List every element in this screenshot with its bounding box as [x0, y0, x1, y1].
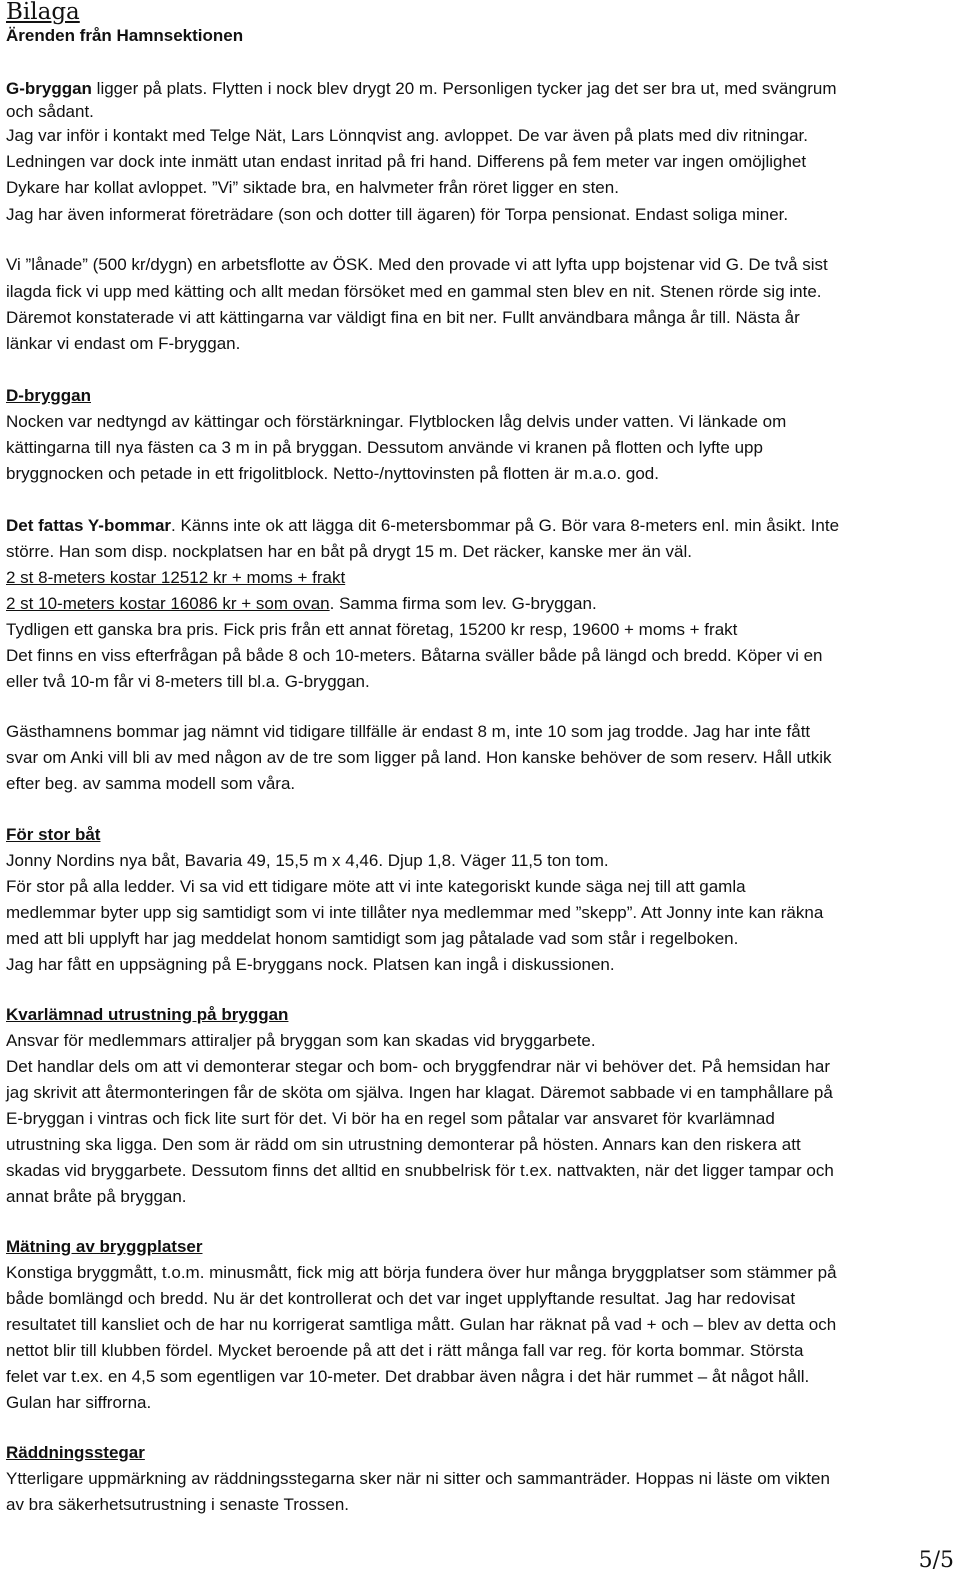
text-line	[6, 514, 839, 538]
text-segment: ilagda fick vi upp med kätting och allt medan försöket med en gammal sten blev en nit. Stenen rörde sig inte.	[6, 282, 822, 301]
text-segment: nettot blir till klubben fördel. Mycket beroende på att det i rätt många fall var reg. för korta bommar. Största	[6, 1341, 804, 1360]
text-segment: länkar vi endast om F-bryggan.	[6, 334, 241, 353]
text-line	[6, 100, 94, 124]
text-line	[6, 1029, 596, 1053]
text-line	[6, 901, 823, 925]
text-line	[6, 306, 800, 330]
text-line	[6, 875, 746, 899]
section-heading: För stor båt	[6, 825, 101, 844]
document-subtitle: Ärenden från Hamnsektionen	[6, 26, 244, 45]
text-line	[6, 1003, 288, 1027]
text-segment: För stor på alla ledder. Vi sa vid ett tidigare möte att vi inte kategoriskt kunde säga nej till att gamla	[6, 877, 746, 896]
text-segment: resultatet till kansliet och de har nu korrigerat samtliga mått. Gulan har räknat på vad + och – blev av detta och	[6, 1315, 837, 1334]
text-segment: E-bryggan i vintras och fick lite surt för det. Vi bör ha en regel som påtalar var ansvaret för kvarlämnad	[6, 1109, 775, 1128]
text-segment: Gästhamnens bommar jag nämnt vid tidigare tillfälle är endast 8 m, inte 10 som jag trodde. Jag har inte fått	[6, 722, 811, 741]
text-segment: kättingarna till nya fästen ca 3 m in på bryggan. Dessutom använde vi kranen på flotten och lyfte upp	[6, 438, 763, 457]
text-line	[6, 670, 370, 694]
text-line	[6, 1365, 809, 1389]
text-segment: Nocken var nedtyngd av kättingar och förstärkningar. Flytblocken låg delvis under vatten. Vi länkade om	[6, 412, 787, 431]
text-line	[6, 203, 788, 227]
text-segment: annat bråte på bryggan.	[6, 1187, 187, 1206]
text-line	[6, 540, 692, 564]
text-line	[6, 1493, 349, 1517]
text-line	[6, 618, 737, 642]
text-line	[6, 1261, 837, 1285]
page-number: 5/5	[918, 1548, 954, 1573]
section-heading: G-bryggan	[6, 79, 92, 98]
text-segment: Gulan har siffrorna.	[6, 1393, 152, 1412]
text-segment: ligger på plats. Flytten i nock blev drygt 20 m. Personligen tycker jag det ser bra ut, med svängrum	[91, 79, 837, 98]
text-line	[6, 746, 832, 770]
text-line	[6, 566, 345, 590]
text-segment: Ansvar för medlemmars attiraljer på bryggan som kan skadas vid bryggarbete.	[6, 1031, 596, 1050]
text-line	[6, 253, 828, 277]
text-segment: . Samma firma som lev. G-bryggan.	[329, 594, 597, 613]
text-segment: Konstiga bryggmått, t.o.m. minusmått, fick mig att börja fundera över hur många bryggplatser som stämmer på	[6, 1263, 837, 1282]
text-line	[6, 1441, 145, 1465]
text-line	[6, 644, 823, 668]
text-segment: bryggnocken och petade in ett frigolitblock. Netto-/nyttovinsten på flotten är m.a.o. god.	[6, 464, 659, 483]
text-line	[6, 772, 295, 796]
text-line	[6, 1467, 830, 1491]
text-segment: utrustning ska ligga. Den som är rädd om sin utrustning demonterar på hösten. Annars kan den riskera att	[6, 1135, 801, 1154]
text-segment: Jonny Nordins nya båt, Bavaria 49, 15,5 m x 4,46. Djup 1,8. Väger 11,5 ton tom.	[6, 851, 609, 870]
text-segment: Dykare har kollat avloppet. ”Vi” siktade bra, en halvmeter från röret ligger en sten.	[6, 178, 619, 197]
section-heading: Kvarlämnad utrustning på bryggan	[6, 1005, 289, 1024]
text-line	[6, 1133, 801, 1157]
text-line	[6, 927, 738, 951]
text-line	[6, 1235, 202, 1259]
text-segment: Det finns en viss efterfrågan på både 8 och 10-meters. Båtarna sväller både på längd och bredd. Köper vi en	[6, 646, 823, 665]
text-line	[6, 1339, 804, 1363]
section-heading: Mätning av bryggplatser	[6, 1237, 203, 1256]
text-line	[6, 124, 808, 148]
text-line	[6, 592, 597, 616]
text-segment: och sådant.	[6, 102, 94, 121]
text-line	[6, 150, 806, 174]
text-segment: 2 st 10-meters kostar 16086 kr + som ovan	[6, 594, 330, 613]
text-line	[6, 823, 100, 847]
text-segment: efter beg. av samma modell som våra.	[6, 774, 296, 793]
text-segment: Ledningen var dock inte inmätt utan endast inritad på fri hand. Differens på fem meter var ingen omöjlighet	[6, 152, 807, 171]
text-line	[6, 176, 619, 200]
text-line	[6, 849, 609, 873]
text-segment: både bomlängd och bredd. Nu är det kontrollerat och det var inget upplyftande resultat. Jag har redovisat	[6, 1289, 796, 1308]
text-segment: av bra säkerhetsutrustning i senaste Trossen.	[6, 1495, 350, 1514]
text-line	[6, 1107, 775, 1131]
text-line	[6, 1287, 795, 1311]
text-line	[6, 1159, 834, 1183]
document-title: Bilaga	[6, 0, 80, 25]
text-line	[6, 280, 822, 304]
text-line	[6, 1185, 187, 1209]
text-segment: medlemmar byter upp sig samtidigt som vi inte tillåter nya medlemmar med ”skepp”. Att Jonny inte kan räkna	[6, 903, 824, 922]
text-segment: Jag har även informerat företrädare (son och dotter till ägaren) för Torpa pensionat. Endast soliga miner.	[6, 205, 789, 224]
text-segment: Ytterligare uppmärkning av räddningsstegarna sker när ni sitter och sammanträder. Hoppas ni läste om vikten	[6, 1469, 830, 1488]
text-segment: Det handlar dels om att vi demonterar stegar och bom- och bryggfendrar när vi behöver det. På hemsidan har	[6, 1057, 830, 1076]
text-line	[6, 462, 659, 486]
text-line	[6, 1391, 151, 1415]
text-line	[6, 77, 837, 101]
text-segment: Jag var inför i kontakt med Telge Nät, Lars Lönnqvist ang. avloppet. De var även på plats med div ritningar.	[6, 126, 808, 145]
section-heading: Det fattas Y-bommar	[6, 516, 172, 535]
text-segment: större. Han som disp. nockplatsen har en båt på drygt 15 m. Det räcker, kanske mer än väl.	[6, 542, 692, 561]
text-line	[6, 410, 786, 434]
text-line	[6, 436, 763, 460]
text-line	[6, 332, 240, 356]
text-segment: Tydligen ett ganska bra pris. Fick pris från ett annat företag, 15200 kr resp, 19600 + moms + frakt	[6, 620, 738, 639]
text-segment: Däremot konstaterade vi att kättingarna var väldigt fina en bit ner. Fullt användbara många år till. Nästa år	[6, 308, 800, 327]
text-segment: med att bli upplyft har jag meddelat honom samtidigt som jag påtalade vad som står i regelboken.	[6, 929, 739, 948]
text-segment: 2 st 8-meters kostar 12512 kr + moms + frakt	[6, 568, 346, 587]
section-heading: D-bryggan	[6, 386, 91, 405]
text-segment: svar om Anki vill bli av med någon av de tre som ligger på land. Hon kanske behöver de som reserv. Håll utkik	[6, 748, 832, 767]
section-heading: Räddningsstegar	[6, 1443, 145, 1462]
text-segment: eller två 10-m får vi 8-meters till bl.a. G-bryggan.	[6, 672, 370, 691]
text-line	[6, 953, 615, 977]
text-segment: Jag har fått en uppsägning på E-bryggans nock. Platsen kan ingå i diskussionen.	[6, 955, 615, 974]
text-segment: Vi ”lånade” (500 kr/dygn) en arbetsflotte av ÖSK. Med den provade vi att lyfta upp bojstenar vid G. De två sist	[6, 255, 828, 274]
text-line	[6, 1081, 833, 1105]
text-segment: jag skrivit att återmonteringen får de sköta om själva. Ingen har klagat. Däremot sabbade vi en tamphållare på	[6, 1083, 833, 1102]
text-segment: felet var t.ex. en 4,5 som egentligen var 10-meter. Det drabbar även några i det här rummet – åt något håll.	[6, 1367, 810, 1386]
text-line	[6, 1313, 836, 1337]
text-line	[6, 384, 91, 408]
text-line	[6, 720, 810, 744]
text-segment: skadas vid bryggarbete. Dessutom finns det alltid en snubbelrisk för t.ex. nattvakten, när det ligger tampar och	[6, 1161, 834, 1180]
text-line	[6, 1055, 830, 1079]
text-segment: . Känns inte ok att lägga dit 6-metersbommar på G. Bör vara 8-meters enl. min åsikt. Inte	[171, 516, 840, 535]
